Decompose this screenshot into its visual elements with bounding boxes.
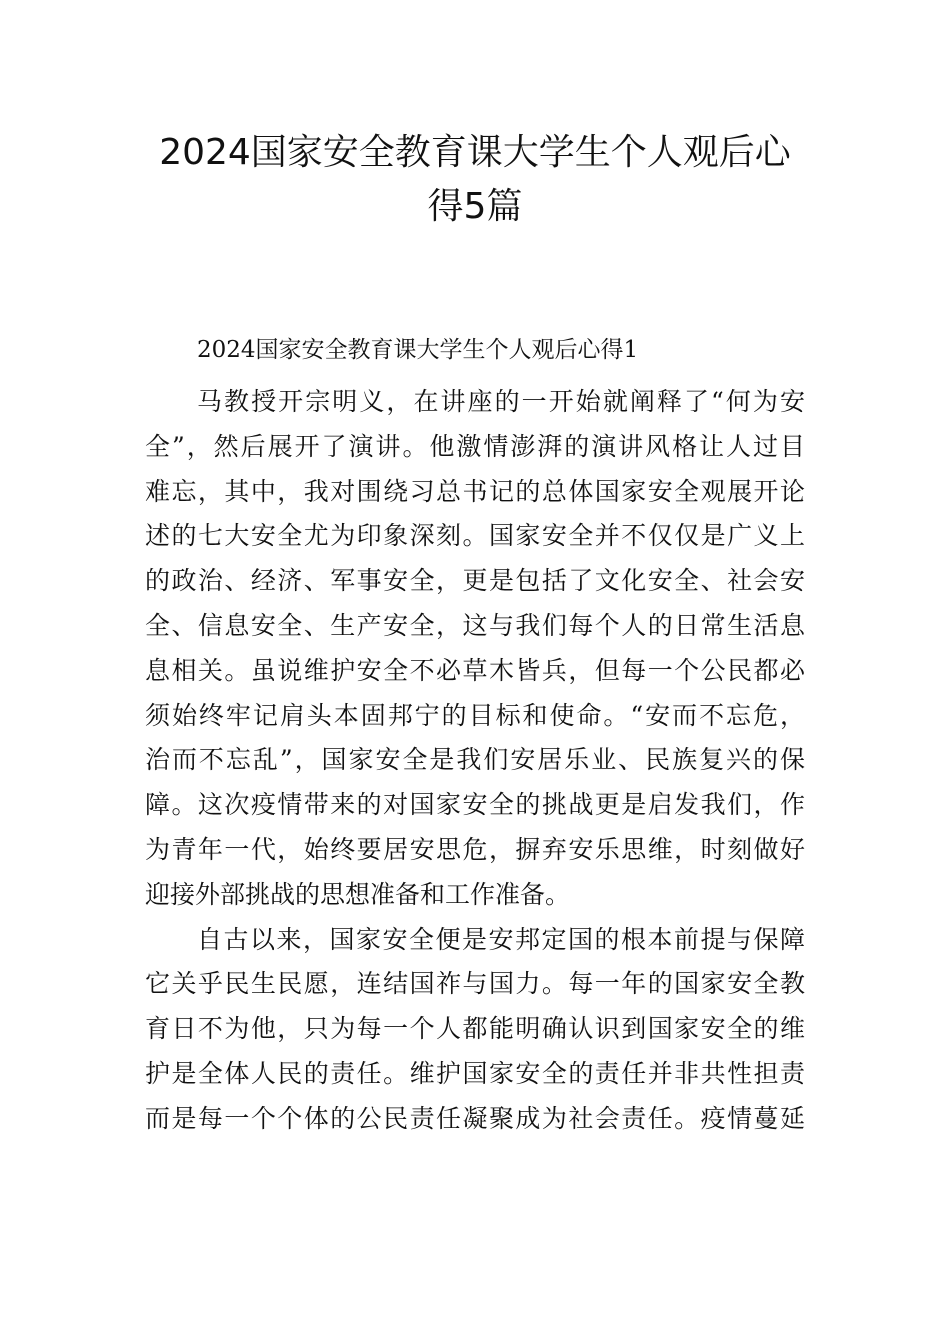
text-line: 它关乎民生民愿，连结国祚与国力。每一年的国家安全教 [145,969,805,999]
text-line: 马教授开宗明义，在讲座的一开始就阐释了“何为安 [197,387,805,416]
text-line: 为青年一代，始终要居安思危，摒弃安乐思维，时刻做好 [145,834,805,864]
title-line-2: 得5篇 [427,186,523,227]
text-line: 难忘，其中，我对围绕习总书记的总体国家安全观展开论 [145,476,805,506]
text-line: 须始终牢记肩头本固邦宁的目标和使命。“安而不忘危， [145,700,805,730]
text-line: 自古以来，国家安全便是安邦定国的根本前提与保障 [197,924,805,954]
text-line: 护是全体人民的责任。维护国家安全的责任并非共性担责 [145,1058,805,1088]
text-line: 迎接外部挑战的思想准备和工作准备。 [145,879,571,909]
body-text [145,380,805,1142]
document-title [100,126,850,234]
text-line: 全、信息安全、生产安全，这与我们每个人的日常生活息 [145,610,805,640]
text-line: 而是每一个个体的公民责任凝聚成为社会责任。疫情蔓延 [145,1103,805,1133]
text-line: 治而不忘乱”，国家安全是我们安居乐业、民族复兴的保 [145,745,805,775]
title-line-1: 2024国家安全教育课大学生个人观后心 [159,132,791,173]
paragraph-2 [145,918,805,1142]
paragraph-1 [145,380,805,918]
text-line: 全”，然后展开了演讲。他激情澎湃的演讲风格让人过目 [145,431,805,461]
section-heading: 2024国家安全教育课大学生个人观后心得1 [197,337,639,363]
text-line: 述的七大安全尤为印象深刻。国家安全并不仅仅是广义上 [145,521,805,551]
text-line: 的政治、经济、军事安全，更是包括了文化安全、社会安 [145,566,805,596]
text-line: 息相关。虽说维护安全不必草木皆兵，但每一个公民都必 [145,655,805,685]
text-line: 障。这次疫情带来的对国家安全的挑战更是启发我们，作 [145,790,805,820]
text-line: 育日不为他，只为每一个人都能明确认识到国家安全的维 [145,1014,805,1044]
